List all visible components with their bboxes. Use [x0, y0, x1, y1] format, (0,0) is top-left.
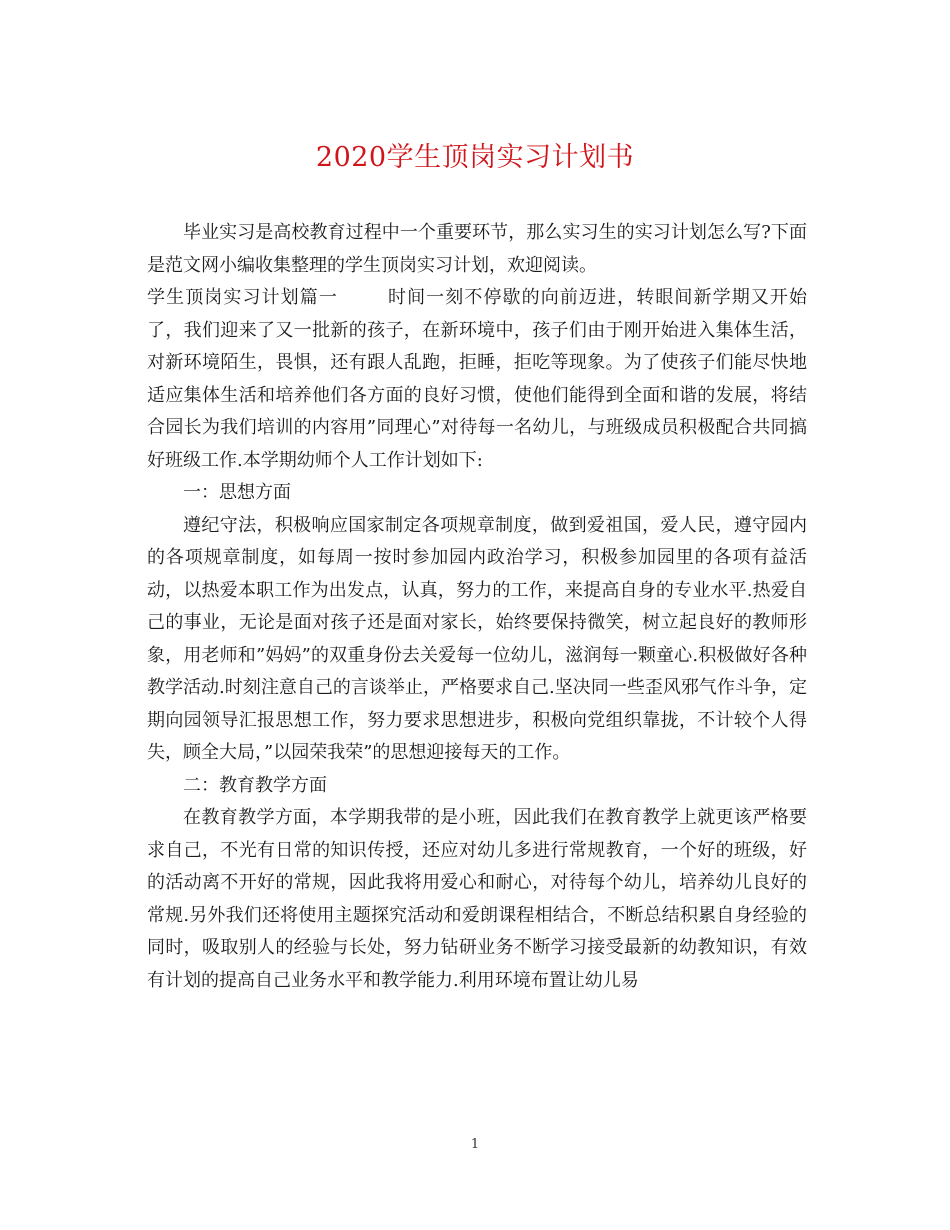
document-body [147, 217, 807, 997]
section-heading: 学生顶岗实习计划篇一 [147, 287, 338, 308]
section-paragraph [147, 282, 807, 477]
section-lead-text: 时间一刻不停歇的向前迈进，转眼间新学期又开始了，我们迎来了又一批新的孩子，在新环境中，孩子们由于刚开始进入集体生活，对新环境陌生，畏惧，还有跟人乱跑，拒睡，拒吃等现象。为了使孩子们能尽快地适应集体生活和培养他们各方面的良好习惯，使他们能得到全面和谐的发展，将结合园长为我们培训的内容用”同理心”对待每一名幼儿，与班级成员积极配合共同搞好班级工作.本学期幼师个人工作计划如下: [147, 287, 807, 471]
document-title: 2020学生顶岗实习计划书 [315, 142, 635, 173]
paragraph-teaching: 在教育教学方面，本学期我带的是小班，因此我们在教育教学上就更该严格要求自己，不光有日常的知识传授，还应对幼儿多进行常规教育，一个好的班级，好的活动离不开好的常规，因此我将用爱心和耐心，对待每个幼儿，培养幼儿良好的常规.另外我们还将使用主题探究活动和爱朗课程相结合，不断总结积累自身经验的同时，吸取别人的经验与长处，努力钻研业务不断学习接受最新的幼教知识，有效有计划的提高自己业务水平和教学能力.利用环境布置让幼儿易 [147, 807, 807, 991]
subheading-teaching: 二：教育教学方面 [183, 774, 327, 796]
subheading-ideology: 一：思想方面 [183, 482, 291, 503]
paragraph-ideology: 遵纪守法，积极响应国家制定各项规章制度，做到爱祖国，爱人民，遵守园内的各项规章制度，如每周一按时参加园内政治学习，积极参加园里的各项有益活动，以热爱本职工作为出发点，认真，努力的工作，来提高自身的专业水平.热爱自己的事业，无论是面对孩子还是面对家长，始终要保持微笑，树立起良好的教师形象，用老师和”妈妈”的双重身份去关爱每一位幼儿，滋润每一颗童心.积极做好各种教学活动.时刻注意自己的言谈举止，严格要求自己.坚决同一些歪风邪气作斗争，定期向园领导汇报思想工作，努力要求思想进步，积极向党组织靠拢，不计较个人得失，顾全大局，”以园荣我荣”的思想迎接每天的工作。 [147, 514, 807, 763]
page-number: 1 [470, 1137, 480, 1152]
intro-paragraph: 毕业实习是高校教育过程中一个重要环节，那么实习生的实习计划怎么写?下面是范文网小编收集整理的学生顶岗实习计划，欢迎阅读。 [147, 222, 807, 276]
